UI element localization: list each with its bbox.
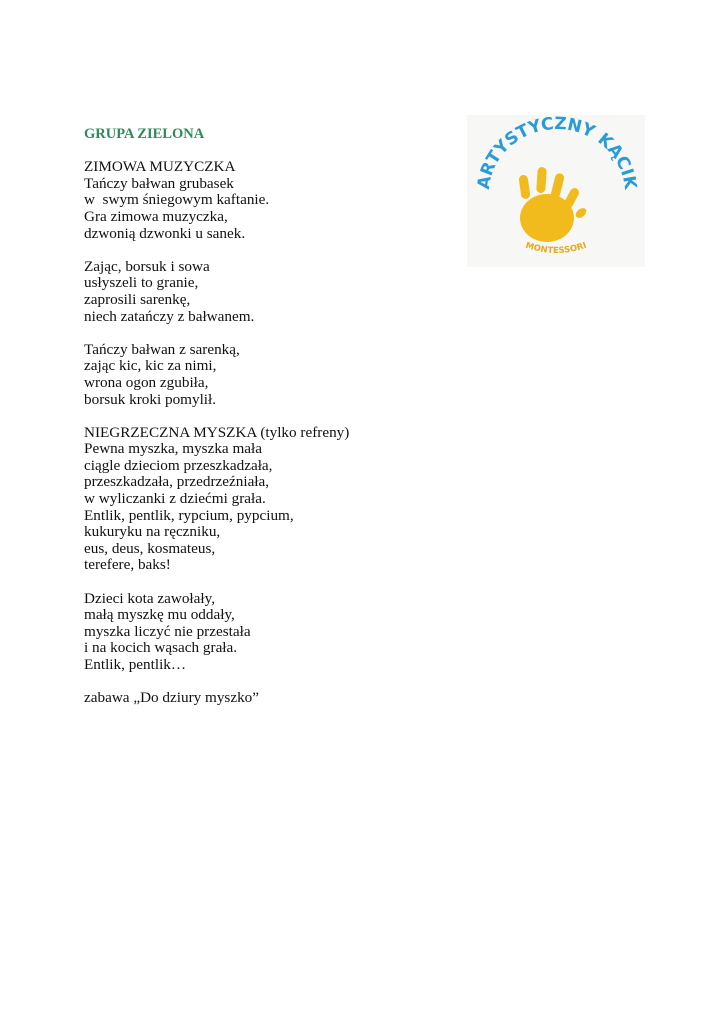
poem-line: Zając, borsuk i sowa — [84, 257, 210, 275]
poem-line: borsuk kroki pomylił. — [84, 390, 217, 408]
poem-line: zaprosili sarenkę, — [84, 290, 191, 308]
logo-title: ARTYSTYCZNY KĄCIK — [473, 115, 641, 191]
poem-line: dzwonią dzwonki u sanek. — [84, 224, 246, 242]
montessori-logo — [467, 115, 645, 267]
poem-line: w swym śniegowym kaftanie. — [84, 191, 270, 209]
song-title: ZIMOWA MUZYCZKA — [84, 158, 236, 176]
poem-line: eus, deus, kosmateus, — [84, 539, 216, 557]
stanza-6 — [84, 690, 464, 707]
hand-print-icon — [518, 167, 588, 242]
game-note: zabawa „Do dziury myszko” — [84, 689, 260, 707]
stanza-3 — [84, 342, 464, 408]
poem-line: przeszkadzała, przedrzeźniała, — [84, 473, 270, 491]
poem-line: myszka liczyć nie przestała — [84, 622, 251, 640]
stanza-5 — [84, 591, 464, 674]
poem-line: w wyliczanki z dziećmi grała. — [84, 490, 266, 508]
poem-line: Tańczy bałwan z sarenką, — [84, 340, 240, 358]
poem-line: usłyszeli to granie, — [84, 274, 199, 292]
poem-line: wrona ogon zgubiła, — [84, 373, 209, 391]
logo-subtitle: MONTESSORI — [524, 240, 588, 257]
poem-line: ciągle dzieciom przeszkadzała, — [84, 456, 273, 474]
poem-line: kukuryku na ręczniku, — [84, 523, 221, 541]
poem-line: Pewna myszka, myszka mała — [84, 440, 262, 458]
stanza-4 — [84, 425, 464, 574]
group-heading: GRUPA ZIELONA — [84, 126, 205, 142]
poem-line: Entlik, pentlik, rypcium, pypcium, — [84, 506, 294, 524]
stanza-1 — [84, 159, 464, 242]
song-title: NIEGRZECZNA MYSZKA (tylko refreny) — [84, 423, 350, 441]
document-body — [84, 126, 464, 723]
poem-line: Gra zimowa muzyczka, — [84, 207, 228, 225]
poem-line: terefere, baks! — [84, 556, 171, 574]
poem-line: niech zatańczy z bałwanem. — [84, 307, 255, 325]
poem-line: Entlik, pentlik… — [84, 656, 187, 673]
poem-line: małą myszkę mu oddały, — [84, 606, 235, 624]
poem-line: Tańczy bałwan grubasek — [84, 174, 234, 192]
poem-line: i na kocich wąsach grała. — [84, 639, 238, 657]
poem-line: zając kic, kic za nimi, — [84, 357, 217, 375]
stanza-2 — [84, 259, 464, 325]
poem-line: Dzieci kota zawołały, — [84, 589, 215, 607]
